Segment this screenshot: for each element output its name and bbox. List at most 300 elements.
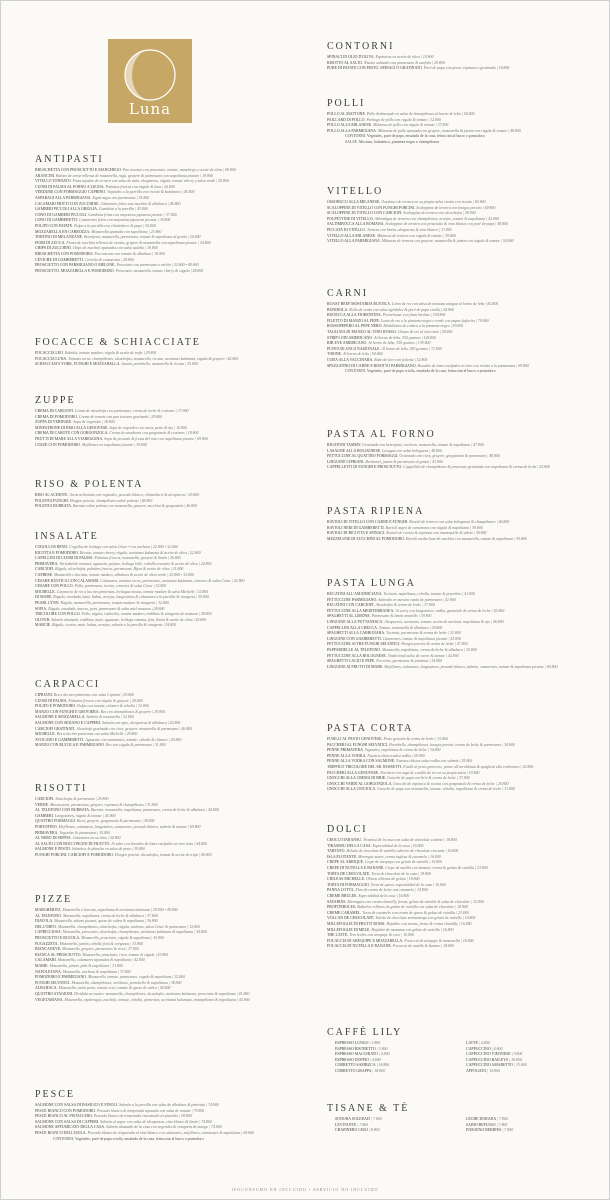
menu-item-name: LINGUINE AI FRUTTI DI MARE.	[327, 664, 384, 669]
menu-item-description: Hojaldre de manzana con gelato de vainilla | 16.800	[371, 927, 454, 932]
menu-item-name: GAMBERI.	[35, 813, 54, 818]
menu-item-name: THE LATTE.	[327, 933, 349, 938]
menu-item-name: BIANCA AL PROSCIUTTO.	[35, 952, 82, 957]
menu-item-description: | 7.800	[502, 1128, 513, 1133]
menu-item-name: PICCATA DI VITELLO.	[327, 227, 367, 232]
section-pasta-al-forno	[327, 429, 589, 471]
menu-item-name: SCALOPPINE DI VITELLO CON FUNGHI PORCINI.	[327, 205, 416, 210]
menu-item-description: Salmón a la parrilla con salsa de albahaca & pimienta | 74.800	[119, 1103, 219, 1107]
menu-item-description: Ternera con limón, alcaparras & vino blanco | 37.800	[367, 227, 452, 232]
menu-item-name: CAPPUCCINO VIENNESE	[466, 1052, 511, 1057]
menu-item-name: PACCHERI ALLA GENOVESE.	[327, 770, 380, 775]
menu-item-description: Salmón ahumado, endibias, maíz, aguacate, lechuga romana, feta, limón & aceite de oliva | 42.800	[51, 617, 207, 622]
menu-item-description: Torta de chocolate de la casa | 18.800	[371, 871, 431, 876]
menu-item	[35, 998, 297, 1004]
menu-item-description: Mozzarella, napolitana, crema de leche & albahaca | 35.800	[382, 647, 477, 652]
menu-item-name: ROSSOPEPERO AL PEPE NERO.	[327, 324, 383, 329]
menu-item-name: CALAMARI.	[35, 958, 57, 963]
menu-item-name: CEVICHE DI GAMBERETTI.	[35, 257, 84, 262]
menu-item-name: POLENTA FUNGHI.	[35, 498, 69, 503]
menu-item-name: CONO DI GAMBERETTI.	[35, 218, 79, 223]
section-note: CONTORNI. Vegetales, puré de papa criolla, ensalada de la casa, fettuccini al burro o pomodoro	[345, 369, 496, 374]
menu-item-description: Sopa de vegetales con arroz, pesto & ajo | 16.800	[109, 425, 187, 430]
menu-item-name: VERDE.	[35, 802, 49, 807]
menu-item-description: Crepe de arequipe con gelato de vainilla | 16.800	[364, 860, 443, 865]
menu-item-name: TRICOLORE CON POLLO.	[35, 612, 81, 617]
menu-item-description: Alcachofas & crema de leche | 37.800	[375, 603, 435, 608]
menu-item-description: | 4.800	[378, 1052, 390, 1057]
menu-item-name: VITELLO ALLA PARMIGIANA.	[327, 239, 381, 244]
menu-item-name: LINGUINE CIPRIANI.	[327, 459, 365, 464]
brand-name: Luna	[128, 100, 172, 118]
menu-item-description: Chatas de res al vino tinto | 58.800	[397, 329, 453, 334]
menu-item-name: RIGATONI TAMMY.	[327, 443, 362, 447]
menu-item-name: CESARE CON POLLO.	[35, 584, 74, 589]
menu-item-description: Res con rúgula & parmesano | 31.800	[105, 743, 166, 748]
menu-item-name: BRUSCHETTA CON PROSCIUTTO E MANCHEGO.	[35, 168, 122, 172]
menu-item-name: PENNE PRIMAVERA.	[327, 748, 364, 753]
menu-item-name: RAVIOLI NERI DI GAMBERETTI.	[327, 525, 385, 530]
section-caffe	[327, 1027, 589, 1075]
section-title: POLLI	[327, 98, 366, 109]
menu-item-description: Nuestra clásica salsa vodka con salmón | 55.800	[396, 759, 473, 764]
menu-item-name: PENNE ALLA VODKA.	[327, 753, 367, 758]
menu-item-name: CUORI DI PALMA AL FORNO A LEGNA.	[35, 184, 105, 189]
menu-item-description: Focaccia de nutella & banano | 18.800	[392, 944, 454, 949]
menu-item-name: SALMONE CON SALSA DI BASILICO E FINOLI.	[35, 1103, 119, 1107]
section-title: PASTA AL FORNO	[327, 429, 436, 440]
footer-note: IPOCONSUMO EN INCLUIDO • SERVICIO NO INCLUIDO	[231, 1187, 379, 1192]
menu-item-description: Puré de papa con pesto, espinaca o gratinado | 18.800	[423, 66, 510, 71]
menu-item	[458, 1069, 589, 1075]
menu-item-description: | 3.800	[376, 1046, 388, 1051]
menu-item-description: Hongos porcini & crema de leche | 47.800	[401, 642, 468, 647]
menu-item-name: BUCATINI ALL'AMATRICIANA.	[327, 592, 383, 596]
menu-item-name: AL TELEFONO CON BURRATA.	[35, 808, 91, 813]
section-pasta-ripiena	[327, 506, 589, 542]
menu-item-name: BUCATINI CON CARCIOFI.	[327, 603, 375, 608]
menu-item-name: ASPARAGI ALLA PARMIGIANA.	[35, 195, 92, 200]
section-title: PASTA LUNGA	[327, 578, 416, 589]
menu-item-description: Pan toscano con tomate & albahaca | 18.800	[94, 251, 166, 256]
section-antipasti	[35, 154, 297, 274]
menu-item-name: PEARL LYNN.	[35, 600, 60, 605]
menu-item	[35, 743, 297, 749]
menu-item-description: | 18.800	[372, 1068, 385, 1073]
menu-item-description: Flan de crema de leche con caramelo | 14.800	[355, 888, 428, 893]
menu-item-name: TARTUFO.	[327, 849, 346, 854]
menu-item-description: Salmón con apio, alcaparras & albahaca | 42.800	[102, 720, 181, 725]
menu-item-description: Pecorino, parmesano & pimienta | 34.800	[376, 659, 443, 664]
menu-item-description: | 7.800	[496, 1117, 508, 1121]
menu-item-description: Mozzarella, anchoas & napolitana | 37.800	[62, 969, 131, 974]
menu-item-description: Tradicional salsa de carne & tomate | 42.800	[387, 653, 459, 658]
menu-item-description: Ravioli media luna de zucchini con mozzarella, tomate & napolitana | 39.800	[405, 536, 527, 541]
menu-item-description: Alcachofa gratinada con ricot, gruyere, mozzarella & parmesano | 46.800	[76, 726, 193, 731]
menu-item-name: CRÈME BRÛLÉE.	[327, 893, 358, 898]
menu-item-name: MEZZELUNE DI ZUCCHINI AL POMODORO.	[327, 536, 405, 541]
menu-item-name: FOCACCIA LUNA.	[35, 356, 68, 361]
menu-item-name: CHILEAS MICHELLE.	[327, 877, 366, 882]
menu-item-name: PAPPARDELLE AL TELEFONO.	[327, 647, 382, 652]
menu-item-description: Especialidad de la casa | 16.800	[358, 893, 410, 898]
menu-item-name: LATTE	[466, 1041, 478, 1045]
menu-item-name: MOZZARELLA EN CARROZZA.	[35, 229, 91, 234]
menu-item-name: LINGUINE ALLA PUTTANESCA.	[327, 619, 384, 624]
menu-item-description: Burrata sobre polenta con mozzarella, gruyere, zucchini & gorgonzola | 46.800	[72, 504, 197, 509]
section-title: INSALATE	[35, 531, 99, 542]
menu-item-description: Alcachofas & parmesano | 29.800	[55, 797, 109, 801]
menu-item	[327, 787, 589, 793]
menu-item-name: SPINACI IN OLIO D'OLIVA.	[327, 55, 375, 59]
menu-item-description: Pollo, rúgula, radicchio, tomate maduro, endibias & vinagreta de mostaza | 28.800	[81, 612, 212, 617]
menu-item-name: PROSCIUTTO, MOZZARELLA E POMODORO.	[35, 268, 115, 273]
menu-item-name: CARCIOFI.	[35, 567, 55, 572]
menu-item-name: CORRETTO GRAPPA	[335, 1068, 372, 1073]
menu-item-name: VOLCAN DE CHOCOLATE.	[327, 916, 375, 921]
menu-item-name: FETTUCCINE AI TRE FUNGHI SELVATICI.	[327, 642, 401, 647]
menu-item-name: GNOCCHI ALLA CREMA DI BRIE.	[327, 776, 387, 781]
menu-item-description: Sopa de vegetales | 18.800	[73, 420, 115, 425]
menu-item-description: Mozzarella, champiñones, orellanas, portobello & napolitana | 38.800	[71, 980, 182, 985]
section-pasta-corta	[327, 723, 589, 793]
section-title: RISO & POLENTA	[35, 479, 144, 490]
menu-item-description: Rabo de toro con polenta | 52.800	[374, 357, 428, 362]
menu-item-name: FOCACCIA LEO.	[35, 351, 64, 355]
menu-item-description: Berenjena, mozzarella, parmesano, tomate & napolitana al gratín | 26.800	[83, 235, 201, 240]
menu-item-name: ESPRESSO DOPPIO	[335, 1057, 369, 1062]
menu-item-description: Pesto genovés & crema de leche | 33.800	[383, 737, 448, 741]
menu-item-name: LEVITANTE	[335, 1122, 357, 1127]
menu-item-description: Crepe de nutella con banano, crema & gelato de vainilla | 23.800	[385, 865, 488, 870]
menu-item-name: LECHE DORADA	[466, 1117, 496, 1121]
menu-item-name: RICOTTA E POMODORO.	[35, 550, 79, 555]
menu-item-description: Gnocchi de papa con mozzarella, tomate, cebolla, napolitana & crema de leche | 31.800	[377, 787, 516, 792]
menu-item-description: Prosciutto, mozzarella, tomate cherry & rúgula | 58.800	[115, 268, 204, 273]
section-pasta-lunga	[327, 578, 589, 670]
menu-item-description: Hojaldre con moras, fresas & crema chantilly | 16.800	[386, 921, 472, 926]
menu-item-description: Pulpo a la parrilla con chimichurri & papa | 54.800	[74, 223, 156, 228]
menu-item-name: MARCIE.	[35, 623, 52, 628]
menu-item-description: Albóndigas de ternera con champiñones, arvejas, tomate & napolitana | 42.800	[374, 216, 499, 221]
menu-item	[35, 853, 297, 859]
menu-item-description: Res a las tres pimientas con salsa Michelle | 29.800	[56, 732, 138, 737]
menu-item-name: FETTUCCINE ALLA MEDITERRANEA.	[327, 608, 395, 613]
menu-item-name: OSSOBUCO ALLA MILANESE.	[327, 200, 381, 204]
menu-item-name: AL SALTO CON BOCCONCINI DI FILETTO.	[35, 841, 111, 846]
menu-item	[35, 269, 297, 275]
menu-item-name: PESCE BIANCO DELL'ISOLA.	[35, 1130, 87, 1135]
menu-item-name: ALBAHACA.	[35, 986, 58, 991]
menu-item-name: VITELLO ALLA MILANESE.	[327, 233, 376, 238]
menu-item-name: LASAGNE ALLA BOLOGNESE.	[327, 448, 382, 453]
menu-item-name: COGOLLOS RENO.	[35, 545, 69, 549]
section-title: VITELLO	[327, 186, 384, 197]
menu-item-description: Rúgula, ricotta, maíz, habas, arvejas, salmón a la parrilla & vinagreta | 54.800	[52, 623, 177, 628]
menu-item-name: FETTUCCINE ALLA BOLOGNESE.	[327, 653, 387, 658]
menu-item-description: Pescado blanco de temporada al vino blanco con calamares, mejillones, camarones & napolitana | 69.800	[87, 1130, 255, 1135]
menu-item-name: MANZO CON FUNGHI E GROVIERA.	[35, 709, 100, 714]
menu-item-description: Gratinado con ricot, gruyere, gorgonzola & parmesano | 49.800	[399, 454, 500, 459]
menu-item-description: Dividida en cuatro: mozzarella, champiñones, alcachofas, aceitunas kalamata, prosciutto & napolitana | 41.800	[74, 991, 250, 996]
menu-item-name: QUATTRO STAGIONI.	[35, 991, 74, 996]
menu-item-description: | 4.800	[369, 1057, 381, 1062]
menu-item-name: CREPE AL ARRIQUE.	[327, 860, 364, 865]
menu-item-description: Mozzarella, jamón, piña & napolitana | 31.800	[49, 963, 123, 968]
menu-item-description: Mozzarella, prosciutto, rúgula & napolitana | 43.800	[81, 935, 165, 940]
menu-item-name: TIRAMISU DELLA CASA.	[327, 843, 372, 848]
menu-item-name: MICHELLE.	[35, 589, 56, 594]
menu-item-name: FUGAZZETA.	[35, 941, 59, 946]
menu-item-description: Volcán de chocolate semiamargo con gelato de vainilla | 18.800	[375, 916, 476, 921]
menu-item-description: Gambitas a la parrilla | 45.800	[98, 207, 148, 212]
menu-item-description: Crema de tomate con pan toscano gratinado | 29.800	[78, 414, 163, 419]
menu-item-name: NAPOLETANA.	[35, 969, 62, 974]
menu-item-name: CAPPELLINI ALLA CHECCA.	[327, 625, 378, 630]
menu-item-name: SPAGHETTI ALLA CARBONARA.	[327, 631, 386, 636]
menu-item-description: Gnocchi de espinaca & ricotta con gorgonzola & crema de leche | 29.800	[393, 781, 509, 786]
menu-item-name: CAPELLINI DI CUORI DI PALMA.	[35, 556, 94, 561]
menu-item-name: PURE DI PATATE CON PESTO, SPINACI O GRATINATO.	[327, 66, 423, 71]
menu-item-name: MICHELLE.	[35, 732, 56, 737]
menu-item-description: Flores de zucchini rellenos de ricotta, gruyere & mozzarella con napolitana picante | 54.800	[66, 240, 211, 245]
menu-item-name: BISTECCA ALLA FIORENTINA.	[327, 313, 382, 318]
menu-item-name: FUSILLI AL PESTO GENOVESE.	[327, 737, 383, 741]
section-title: RISOTTI	[35, 783, 88, 794]
menu-item-name: VITELLO TONNATO.	[35, 179, 72, 184]
menu-item-description: | 4.800	[478, 1041, 490, 1045]
menu-item-description: Vegetales, napolitana & crema de leche | 34.800	[364, 748, 441, 753]
menu-item-description: Portobello, champiñones, hongos porcini, crema de leche & parmesano | 34.800	[389, 742, 515, 747]
menu-item-description: Ricotta, tomate cherry, rúgula, aceitunas kalamata & aceite de oliva | 22.800	[79, 550, 201, 555]
menu-item-name: CARCIOFI GRATINATI.	[35, 726, 76, 731]
menu-item-description: Gnocchi de papa con brie & crema de leche | 37.800	[387, 776, 470, 781]
menu-item-description: Cogollos de lechuga con salsa César • con anchoas | 22.800 • 32.600	[69, 545, 178, 549]
menu-item-description: Ricot, gruyere, gorgonzola & parmesano | 38.800	[76, 819, 155, 824]
section-title: ZUPPE	[35, 395, 76, 406]
menu-item-name: DI MARE.	[35, 595, 53, 600]
section-title: PIZZE	[35, 894, 73, 905]
menu-item-description: Merengues con crema chantilly, fresas, gelato de vainilla & salsa de chocolate | 25.800	[347, 899, 484, 904]
menu-item-description: | 3.800	[369, 1041, 381, 1045]
menu-item-description: Tres leches con arequipe & coco | 16.800	[349, 933, 414, 938]
menu-item-description: Rúgula, mozzarella, parmesano, tomate maduro & vinagreta | 32.800	[60, 600, 169, 605]
menu-item-name: AL NERO DI SEPPIA.	[35, 836, 72, 841]
menu-item-description: Tocineta, napolitana, cebolla, tomate & peperlino | 41.800	[383, 592, 475, 596]
menu-item-name: FOCACCIA DI AREQUIPE E MOZZARELLA.	[327, 938, 404, 943]
menu-item-description: Vegetales & parmesano | 35.800	[59, 830, 111, 835]
menu-item-description: Arroz achiotado con vegetales, pescado blanco, chimichurri & alcaparras | 29.800	[69, 493, 200, 497]
menu-item-name: SABIO REFUGIO	[466, 1122, 496, 1127]
menu-item-description: Pescado blanco de temporada apanado con salsa de tomate | 79.800	[96, 1108, 205, 1113]
menu-item-name: CALAMARI FRITTI CON ZUCCHINE.	[35, 201, 100, 206]
section-polli	[327, 98, 589, 146]
menu-item-description: Salmón & mozzarella | 32.800	[86, 715, 134, 720]
menu-item-name: CAPPUCCINO BAILEYS	[466, 1057, 509, 1062]
menu-item-description: Tomate, mozzarella & albahaca | 29.800	[378, 625, 443, 630]
menu-item-description: Pescado blanco de temporada encostrado en pistacho | 69.800	[93, 1114, 192, 1119]
menu-item-description: Rollo de cerdo con salsa agridulce & puré de papa criolla | 64.800	[349, 307, 455, 312]
menu-item-name: ENSUEÑO BERRIES	[466, 1128, 502, 1133]
menu-item-name: POLLO AL MATTONE.	[327, 112, 366, 116]
menu-item-name: PAILLARD DI POLLO.	[327, 117, 366, 122]
section-dolci	[327, 824, 589, 950]
menu-item-description: Mejillones, calamares, langostinos, camarones, pescado blanco, salmón & tomate | 69.800	[58, 824, 201, 829]
menu-item-name: CORRETTO SAMBUCA	[335, 1063, 376, 1068]
luna-logo	[108, 39, 192, 123]
menu-item-description: Tomates secos, champiñones, alcachofas, mozzarella, ricotta, aceitunas kalamata, rúgula & gruyere | 42.800	[68, 356, 239, 361]
menu-item-name: MILLEFOGLIE DI FRUTTI ROSSI.	[327, 921, 386, 926]
menu-item-description: Pulpo con tomate, cilantro & cebolla | 32.800	[77, 704, 149, 709]
section-tisane	[327, 1103, 589, 1134]
menu-item-description: Alcaparras, aceitunas, tomate, aceite de anchoas, napolitana & ajo | 46.800	[384, 619, 504, 624]
menu-item-description: Palmitos frescos, mozzarella, gruyere & limón | 26.800	[94, 556, 181, 561]
menu-item	[327, 1069, 458, 1075]
menu-item-description: Ossobuco de ternera en su propia salsa risotto con risotto | 82.800	[381, 200, 486, 204]
menu-item-name: SALMONE CON SEDANO E CAPPERI.	[35, 720, 102, 725]
menu-item-description: Merengue suave, crema inglesa & caramelo | 16.800	[358, 854, 441, 859]
menu-item-name: POLENTA BURRATA.	[35, 504, 72, 509]
menu-item-name: VEGETARIANA.	[35, 997, 64, 1002]
menu-item-name: FIORI DI ZUCCA.	[35, 240, 66, 245]
menu-item-name: PESCE BIANCO AL PISTACCHIO.	[35, 1114, 93, 1119]
menu-item-name: MILLEFOGLIE DI MELE.	[327, 927, 371, 932]
menu-item-description: | 8.800	[368, 1128, 380, 1133]
menu-item-name: CARCIOFI.	[35, 797, 55, 801]
menu-item-description: Especialidad de la casa | 16.800	[372, 843, 424, 848]
menu-item-description: | 7.800	[370, 1117, 382, 1121]
menu-item-name: QUATTRO FORMAGGI.	[35, 819, 76, 824]
menu-item	[35, 623, 297, 629]
menu-item-description: | 4.800	[491, 1046, 503, 1051]
menu-item-description: Rúgula, ensalada, maíz, habas, arvejas, langostinos & calamares a la parrilla & vinagreta | 59.800	[53, 595, 209, 600]
section-title: CARPACCI	[35, 679, 101, 690]
menu-item	[458, 1128, 589, 1134]
menu-item-name: AVOCADO E GAMBERETTI.	[35, 737, 85, 742]
menu-item-name: POLPETTINE DI VITELLO.	[327, 216, 374, 221]
menu-item-description: Calamares, tomates secos, parmesano, aceitunas kalamata, crutones & salsa César | 42.800	[100, 578, 245, 583]
menu-item-description: Pechuga de pollo con rúgula & tomate | 32.800	[366, 117, 441, 122]
menu-item-name: SALMONE E MOZZARELLA.	[35, 715, 86, 720]
menu-item-name: MARGHERITA.	[35, 908, 62, 912]
section-contorni	[327, 41, 589, 72]
menu-item-description: Mozzarella apanada con napolitana | 23.800	[91, 229, 162, 234]
menu-item-description: Prosciutto con parmesano o melón | 32.800 • 49.800	[116, 263, 199, 268]
menu-item-name: SOFIA.	[35, 606, 48, 611]
menu-item-description: Torta de caramelo con crema de queso & gelato de vainilla | 23.800	[362, 910, 469, 915]
menu-item-description: Scaloppine de ternera con prosciutto & vino blanco con puré de papa | 49.800	[385, 222, 509, 227]
menu-item-name: AL TELEFONO.	[35, 913, 63, 918]
menu-item-description: Rúgula, alcachofas, palmitos frescos, parmesano, Bijon & aceite de oliva | 21.800	[55, 567, 184, 572]
menu-item-description: Mozzarella, jamón, cebolla frita & oréganos | 33.800	[59, 941, 143, 946]
menu-item-name: PROSCIUTTO E RUCOLA.	[35, 935, 81, 940]
section-title: PASTA CORTA	[327, 723, 414, 734]
menu-item-name: PRIMAVERA.	[35, 830, 59, 835]
menu-item-description: Mozzarella, prosciutto, alcachofas, champiñones, aceitunas kalamata & napolitana | 54.800	[62, 930, 207, 935]
menu-item-description: Espárragos con parmesano | 35.800	[92, 195, 150, 200]
menu-item-name: TORTINO DI MELANZANE.	[35, 235, 83, 240]
menu-item	[327, 465, 589, 471]
menu-item-description: Milanesa de ternera con rúgula & tomate | 39.800	[376, 233, 456, 238]
menu-item	[327, 537, 589, 543]
menu-item-name: PACCHERI AL FUNGHI SELVATICI.	[327, 742, 389, 747]
section-focacce	[35, 337, 297, 368]
menu-item-name: VERDURE CON FORMAGGIO CAPRINO.	[35, 190, 107, 195]
menu-item-description: Ravioli de ricotta & espinaca con mantequilla & salvia | 38.800	[386, 531, 487, 536]
menu-item-name: CREME CARAMEL.	[327, 910, 362, 915]
menu-item-name: FILETTO DI MANZO AL PEPE.	[327, 318, 380, 323]
menu-item-name: COZZE CON POMODORO.	[35, 442, 81, 447]
menu-item-description: Palmitos frescos con rúgula & gruyere | 29.800	[68, 698, 143, 703]
menu-item-name: TRIPPICO TRICOLORE DEL SR. ROSSETTI.	[327, 764, 403, 769]
menu-item-description: Hongos porcini, alcachofas, tomate & aceite de trufa | 49.800	[114, 852, 212, 857]
menu-item-name: POMODORO E PARMIGIANO.	[35, 975, 88, 980]
menu-item-description: Variedad de tomates, aguacate, pepino, lechuga lollo, cebolla crocante & aceite de oliva | 24.800	[59, 561, 212, 566]
section-note-salse: SALSE. Mostaza, balsámico, pimienta negra o champiñones	[345, 139, 440, 144]
menu-item-name: SAVARINS.	[327, 899, 347, 904]
menu-item-name: FUNGHI SELVATICI.	[35, 980, 71, 985]
section-title: TISANE & TÈ	[327, 1103, 410, 1114]
menu-item-name: SPAGHETTI CACIO E PEPE.	[327, 659, 376, 664]
menu-item-description: Scaloppine de ternera con alcachofas | 38.800	[403, 211, 476, 216]
menu-item-description: Vegetales a la parrilla con ricotta & balsámico | 45.800	[107, 190, 195, 195]
menu-item-description: Chips de zucchini apanados con salsa tzatziki | 18.800	[72, 246, 158, 251]
menu-item-name: PROSCIUTTO CON PARMIGIANO O MELONE.	[35, 263, 116, 268]
menu-item-name: PUNTA DI ANCA NAZIONALE.	[327, 346, 381, 351]
menu-item-name: CODA ALLA VACCINARA.	[327, 357, 374, 362]
menu-item-name: TORTA DE CHOCOLATE.	[327, 871, 371, 876]
menu-item-description: Palmitos frescos con rúgula & lima | 26.800	[105, 184, 175, 189]
menu-item-description: Buñuelos rellenos de gelato de vainilla con salsa de chocolate | 18.800	[357, 905, 468, 910]
menu-item-name: OLIVER.	[35, 617, 51, 622]
section-title: FOCACCE & SCHIACCIATE	[35, 337, 201, 348]
menu-item-name: CIPRIANI.	[35, 693, 53, 697]
menu-item-name: BONDIOLA.	[327, 307, 349, 312]
menu-item-description: Cappelletti de champiñones & prosciutto gratinado con napolitana & crema de leche | 52.800	[403, 465, 551, 470]
menu-item-name: CUORI DI PALMA.	[35, 698, 68, 703]
menu-item-name: MINESTRONE DI RISO ALLA GENOVESE.	[35, 425, 109, 430]
menu-item-description: Al curry con langostinos, vodka, guanciale & crema de leche | 55.800	[395, 608, 505, 613]
section-carpacci	[35, 679, 297, 749]
section-vitello	[327, 186, 589, 245]
section-title: ANTIPASTI	[35, 154, 104, 165]
section-note: CONTORNI. Vegetales, puré de papa criolla, ensalada de la casa, fettuccini al burro o pomodoro	[53, 1136, 204, 1141]
menu-item-description: Al horno de leña, 350 gramos | 139.800	[368, 341, 431, 346]
menu-item-description: Mozzarella o burrata, tomate maduro, albahaca & aceite de oliva verde | 25.800 • 32.800	[54, 572, 194, 577]
menu-item-name: FRUTTI DI MARE ALLA VIAREGGINA.	[35, 436, 104, 441]
menu-item-name: CAPPELLETTI DI FUNGHI E PROSCIUTTO.	[327, 465, 403, 470]
menu-item-name: CHIPS DI ZUCCHINI.	[35, 246, 72, 251]
menu-item-name: POLIPO E POMODORO.	[35, 704, 77, 709]
section-title: DOLCI	[327, 824, 368, 835]
menu-item-description: Ceviche de camarones | 29.800	[84, 257, 134, 262]
menu-item-name: FUNGHI PORCINI, CARCIOFI E POMODORO.	[35, 852, 114, 857]
menu-item-description: Al horno de leña, 350 gramos | 72.800	[381, 346, 442, 351]
menu-item-description: Rúgula, ensalada, nueces, pera, parmesano & salsa miel mostaza | 28.800	[48, 606, 165, 611]
menu-item-description: Res a las tres pimientas con salsa Cipriani | 29.800	[53, 693, 135, 697]
section-pesce	[35, 1089, 297, 1142]
menu-item-name: SALTIMBOCCA ALLA ROMANA.	[327, 222, 385, 227]
menu-item-name: PANNA COTTA.	[327, 888, 355, 893]
menu-item-name: PESCE BIANCO CON POMODORO.	[35, 1108, 96, 1113]
menu-item-description: Risotto salteado con parmesano & azafrán | 29.800	[364, 60, 445, 65]
menu-item-description: | 18.800	[376, 1063, 390, 1068]
menu-item-description: | 7.800	[496, 1122, 508, 1127]
menu-item-name: ZUPPA DI VERDURE.	[35, 420, 73, 425]
menu-item-name: ARANCINI.	[35, 173, 55, 178]
menu-item-name: POLLO ALLA MILANESE.	[327, 123, 373, 128]
menu-item-description: Langostinos, rúgula & tomate | 45.800	[54, 813, 116, 818]
